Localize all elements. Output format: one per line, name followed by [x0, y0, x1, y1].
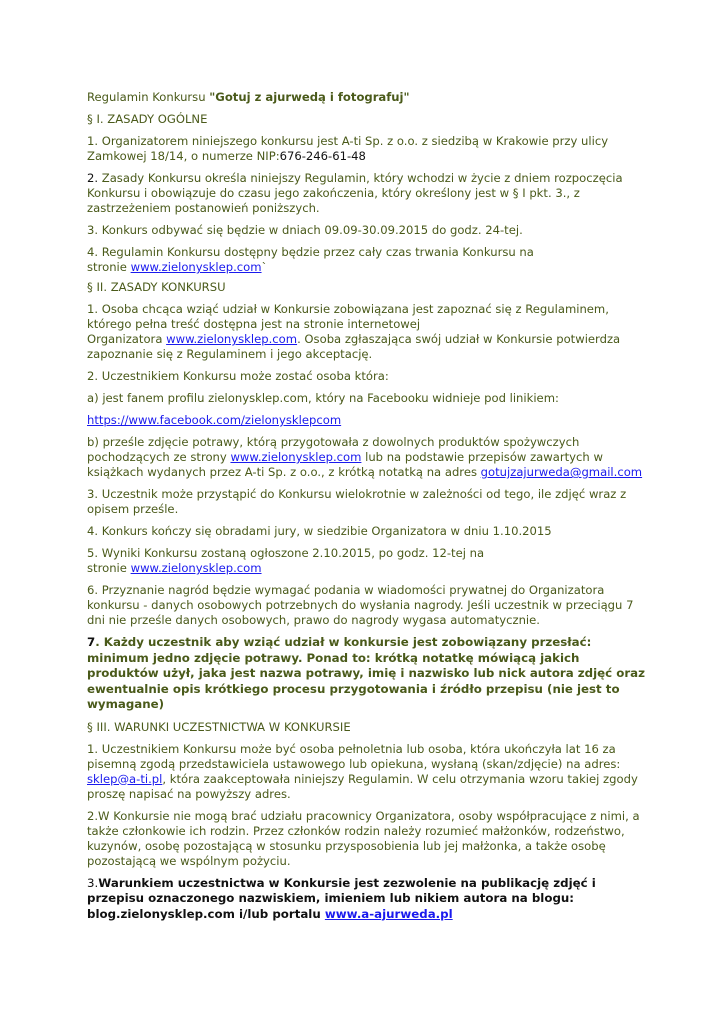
title-prefix: Regulamin Konkursu [87, 90, 210, 104]
point-1-line-3: Organizatora [87, 332, 167, 346]
section-2-point-3: 3. Uczestnik może przystąpić do Konkursu wielokrotnie w zależności od tego, ile zdjęć wraz z opisem prześle. [87, 487, 627, 516]
point-2-number: 2. [87, 171, 99, 185]
facebook-link[interactable]: https://www.facebook.com/zielonysklepcom [87, 413, 342, 427]
section-1-point-4 [87, 245, 647, 275]
point-5-text-2: stronie [87, 561, 131, 575]
point-7-number: 7 [87, 635, 96, 649]
section-2-point-4: 4. Konkurs kończy się obradami jury, w siedzibie Organizatora w dniu 1.10.2015 [87, 524, 552, 538]
section-1-point-2 [87, 171, 647, 216]
ajurweda-portal-link[interactable]: www.a-ajurweda.pl [324, 906, 453, 921]
point-1-line-3-end: . Osoba zgłaszająca swój udział w Konkursie potwierdza zapoznanie się z Regulaminem i jego akceptację. [87, 332, 621, 361]
facebook-link-line [87, 413, 647, 428]
section-2-heading: § II. ZASADY KONKURSU [87, 280, 226, 294]
nip-number: 676-246-61-48 [279, 149, 366, 163]
point-b-text: b) prześle zdjęcie potrawy, którą przygotowała z dowolnych produktów spożywczych pochodzących ze strony [87, 435, 580, 464]
section-2-point-1 [87, 302, 647, 362]
document-title [87, 90, 647, 105]
point-4-text: 4. Regulamin Konkursu dostępny będzie przez cały czas trwania Konkursu na [87, 245, 534, 259]
zielonysklep-link[interactable]: www.zielonysklep.com [230, 450, 362, 464]
point-5-text: 5. Wyniki Konkursu zostaną ogłoszone 2.10.2015, po godz. 12-tej na [87, 546, 485, 560]
point-2-text: Zasady Konkursu określa niniejszy Regulamin, który wchodzi w życie z dniem rozpoczęcia Konkursu i obowiązuje do czasu jego zakończenia, który określony jest w § I pkt. 3., z zastrzeżeniem postanowień poniższych. [87, 171, 623, 215]
document-page [87, 90, 647, 922]
section-3-point-1 [87, 742, 647, 802]
zielonysklep-link[interactable]: www.zielonysklep.com [130, 260, 262, 274]
point-1-text-2: , która zaakceptowała niniejszy Regulamin. W celu otrzymania wzoru takiej zgody proszę napisać na powyższy adres. [87, 771, 638, 801]
section-1-point-3: 3. Konkurs odbywać się będzie w dniach 09.09-30.09.2015 do godz. 24-tej. [87, 223, 523, 237]
point-7-text: . Każdy uczestnik aby wziąć udział w konkursie jest zobowiązany przesłać: minimum jedno zdjęcie potrawy. Ponad to: krótką notatkę mówiącą jakich produktów użył, jaka jest nazwa potrawy, imię i nazwisko lub nick autora zdjęć oraz ewentualnie opis krótkiego procesu przygotowania i źródło przepisu (nie jest to wymagane) [87, 635, 646, 711]
point-1-line-2: którego pełna treść dostępna jest na stronie internetowej [87, 317, 421, 331]
point-b-text-2: lub na podstawie przepisów zawartych w książkach wydanych przez A-ti Sp. z o.o., z krótką notatką na adres [87, 450, 603, 479]
section-2-point-a: a) jest fanem profilu zielonysklep.com, który na Facebooku widnieje pod linikiem: [87, 391, 559, 405]
point-4-after: ` [261, 260, 268, 274]
contest-email-link[interactable]: gotujzajurweda@gmail.com [480, 465, 643, 479]
section-1-heading: § I. ZASADY OGÓLNE [87, 112, 208, 126]
section-3-heading: § III. WARUNKI UCZESTNICTWA W KONKURSIE [87, 719, 351, 734]
point-3-number: 3. [87, 875, 99, 890]
section-2-point-6: 6. Przyznanie nagród będzie wymagać podania w wiadomości prywatnej do Organizatora konkursu - danych osobowych potrzebnych do wysłania nagrody. Jeśli uczestnik w przeciągu 7 dni nie prześle danych osobowych, prawo do nagrody wygasa automatycznie. [87, 583, 634, 627]
section-3-point-3 [87, 876, 647, 923]
section-2-point-5 [87, 546, 647, 576]
section-2-point-b [87, 435, 647, 480]
section-3-point-2: 2.W Konkursie nie mogą brać udziału pracownicy Organizatora, osoby współpracujące z nimi, a także członkowie ich rodzin. Przez członków rodzin należy rozumieć małżonków, rodzeństwo, kuzynów, osobę pozostającą w stosunku przysposobienia lub jej małżonka, a także osobę pozostającą we wspólnym pożyciu. [87, 808, 640, 868]
section-1-point-1 [87, 134, 647, 164]
zielonysklep-link[interactable]: www.zielonysklep.com [166, 332, 298, 346]
point-3-text: Warunkiem uczestnictwa w Konkursie jest zezwolenie na publikację zdjęć i przepisu oznaczonego nazwiskiem, imieniem lub nikiem autora na blogu: blog.zielonysklep.com i/lub portalu [87, 875, 596, 921]
point-1-text: 1. Uczestnikiem Konkursu może być osoba pełnoletnia lub osoba, która ukończyła lat 16 za pisemną zgodą przedstawiciela ustawowego lub opiekuna, wysłaną (skan/zdjęcie) na adres: [87, 741, 621, 771]
point-1-line-1: 1. Osoba chcąca wziąć udział w Konkursie zobowiązana jest zapoznać się z Regulaminem, [87, 302, 609, 316]
contest-name: "Gotuj z ajurwedą i fotografuj" [209, 90, 410, 104]
point-4-text-2: stronie [87, 260, 131, 274]
section-2-point-7 [87, 635, 647, 713]
shop-email-link[interactable]: sklep@a-ti.pl [87, 771, 163, 786]
section-2-point-2: 2. Uczestnikiem Konkursu może zostać osoba która: [87, 369, 389, 383]
point-1-text: 1. Organizatorem niniejszego konkursu jest A-ti Sp. z o.o. z siedzibą w Krakowie przy ulicy Zamkowej 18/14, o numerze NIP: [87, 134, 609, 163]
zielonysklep-link[interactable]: www.zielonysklep.com [130, 561, 262, 575]
